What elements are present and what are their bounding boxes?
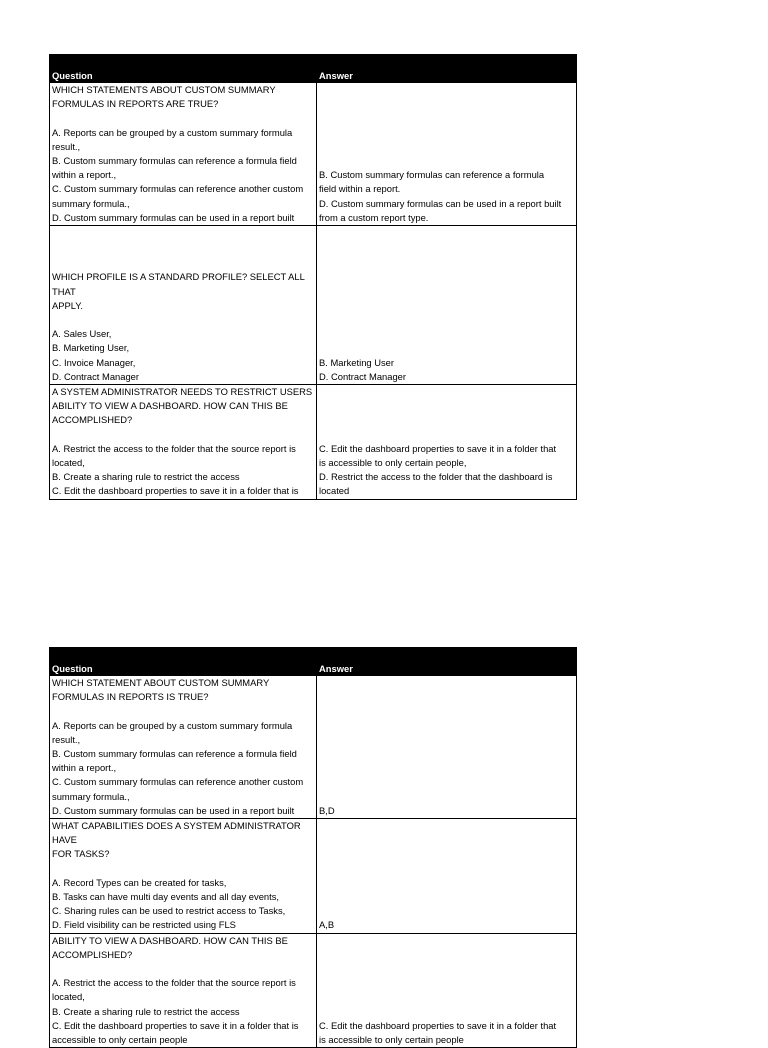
header-row <box>50 55 577 83</box>
answer-cell: B. Marketing User D. Contract Manager <box>317 226 577 385</box>
answer-cell: B,D <box>317 676 577 819</box>
question-header: Question <box>50 648 317 676</box>
question-cell: WHICH STATEMENTS ABOUT CUSTOM SUMMARY FORMULAS IN REPORTS ARE TRUE? A. Reports can be grouped by a custom summary formula result., B. Custom summary formulas can reference a formula field within a report., C. Custom summary formulas can reference another custom summary formula., D. Custom summary formulas can be used in a report built <box>50 83 317 226</box>
answer-cell: A,B <box>317 819 577 934</box>
table-row <box>50 819 577 934</box>
table-row <box>50 226 577 385</box>
question-cell: WHAT CAPABILITIES DOES A SYSTEM ADMINISTRATOR HAVE FOR TASKS? A. Record Types can be created for tasks, B. Tasks can have multi day events and all day events, C. Sharing rules can be used to restrict access to Tasks, D. Field visibility can be restricted using FLS <box>50 819 317 934</box>
question-cell: WHICH STATEMENT ABOUT CUSTOM SUMMARY FORMULAS IN REPORTS IS TRUE? A. Reports can be grouped by a custom summary formula result., B. Custom summary formulas can reference a formula field within a report., C. Custom summary formulas can reference another custom summary formula., D. Custom summary formulas can be used in a report built <box>50 676 317 819</box>
answer-cell: C. Edit the dashboard properties to save it in a folder that is accessible to only certain people, D. Restrict the access to the folder that the dashboard is located <box>317 385 577 500</box>
answer-header: Answer <box>317 55 577 83</box>
qa-table-1 <box>49 54 577 500</box>
question-cell: ABILITY TO VIEW A DASHBOARD. HOW CAN THIS BE ACCOMPLISHED? A. Restrict the access to the folder that the source report is located, B. Create a sharing rule to restrict the access C. Edit the dashboard properties to save it in a folder that is accessible to only certain people <box>50 933 317 1048</box>
qa-table-2 <box>49 647 577 1048</box>
table-row <box>50 933 577 1048</box>
question-cell: A SYSTEM ADMINISTRATOR NEEDS TO RESTRICT USERS ABILITY TO VIEW A DASHBOARD. HOW CAN THIS BE ACCOMPLISHED? A. Restrict the access to the folder that the source report is located, B. Create a sharing rule to restrict the access C. Edit the dashboard properties to save it in a folder that is <box>50 385 317 500</box>
answer-header: Answer <box>317 648 577 676</box>
question-cell: WHICH PROFILE IS A STANDARD PROFILE? SELECT ALL THAT APPLY. A. Sales User, B. Marketing User, C. Invoice Manager, D. Contract Manager <box>50 226 317 385</box>
table-row <box>50 385 577 500</box>
header-row <box>50 648 577 676</box>
answer-cell: C. Edit the dashboard properties to save it in a folder that is accessible to only certain people <box>317 933 577 1048</box>
table-row <box>50 83 577 226</box>
answer-cell: B. Custom summary formulas can reference a formula field within a report. D. Custom summary formulas can be used in a report built from a custom report type. <box>317 83 577 226</box>
table-row <box>50 676 577 819</box>
question-header: Question <box>50 55 317 83</box>
